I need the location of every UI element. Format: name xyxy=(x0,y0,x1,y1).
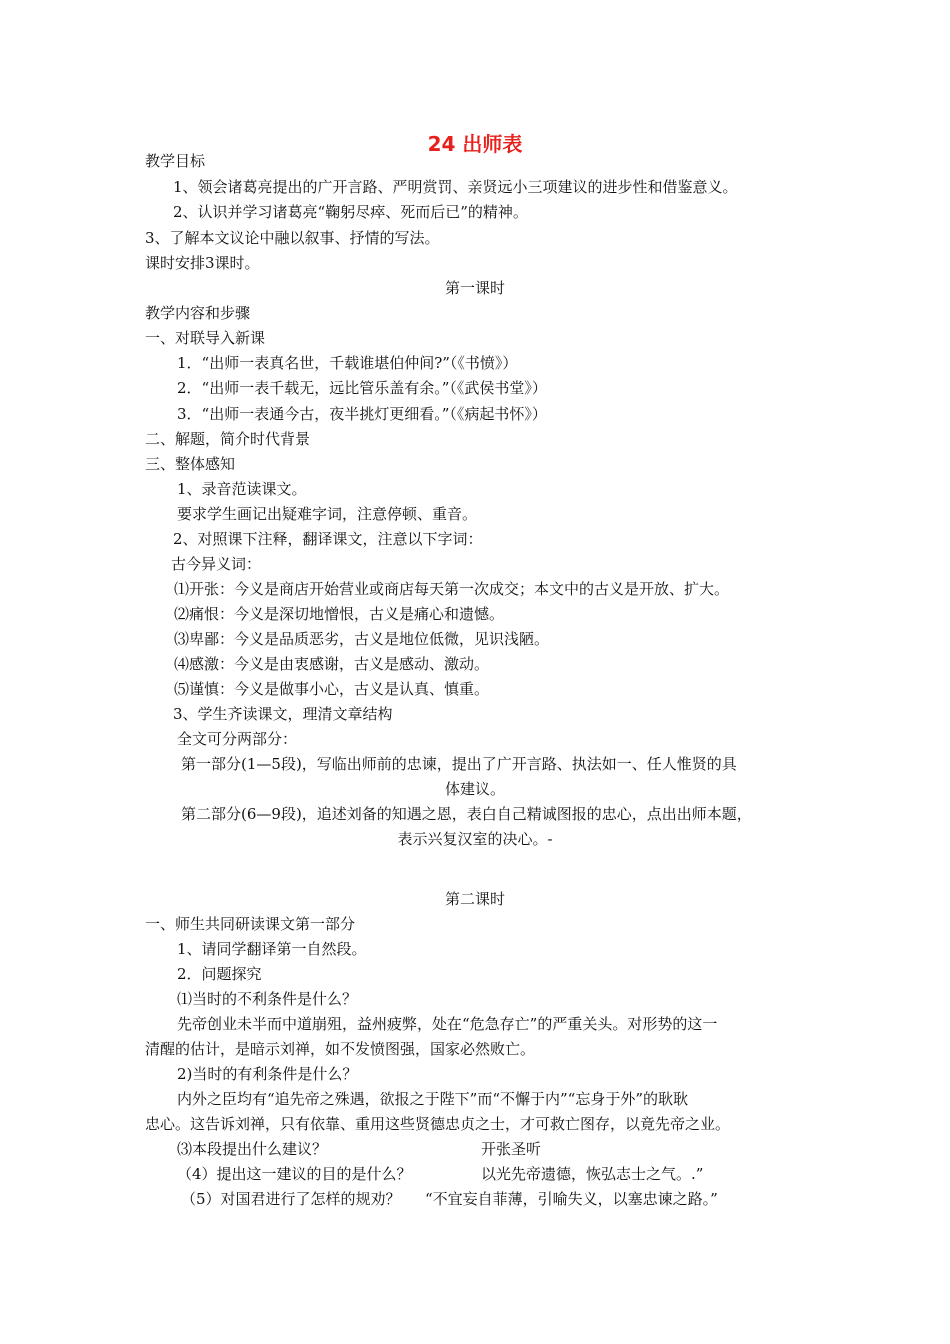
content-steps-heading: 教学内容和步骤 xyxy=(145,304,251,322)
paragraph-line: 2、对照课下注释，翻译课文，注意以下字词： xyxy=(173,530,483,548)
paragraph-line: 古今异义词： xyxy=(171,555,262,573)
structure-part-2-cont: 表示兴复汉室的决心。- xyxy=(397,830,553,848)
paragraph-line: 忠心。这告诉刘禅，只有依靠、重用这些贤德忠贞之士，才可救亡图存，以竟先帝之业。 xyxy=(145,1115,731,1133)
structure-part-1: 第一部分(1—5段)，写临出师前的忠谏，提出了广开言路、执法如一、任人惟贤的具 xyxy=(181,755,737,773)
answer-line: “不宜妄自菲薄，引喻失义，以塞忠谏之路。” xyxy=(425,1190,718,1208)
question-line: ⑴当时的不利条件是什么？ xyxy=(177,990,358,1008)
structure-part-1-cont: 体建议。 xyxy=(444,780,505,798)
paragraph-line: 先帝创业未半而中道崩殂，益州疲弊，处在“危急存亡”的严重关头。对形势的这一 xyxy=(177,1015,718,1033)
couplet-2: 2．“出师一表千载无，远比管乐盖有余。”（《武侯书堂》） xyxy=(177,379,547,397)
vocab-item: ⑸谨慎：今义是做事小心，古义是认真、慎重。 xyxy=(174,680,490,698)
lesson-1-heading: 第一课时 xyxy=(444,279,505,297)
objective-1: 1、领会诸葛亮提出的广开言路、严明赏罚、亲贤远小三项建议的进步性和借鉴意义。 xyxy=(173,178,738,196)
paragraph-line: 清醒的估计，是暗示刘禅，如不发愤图强，国家必然败亡。 xyxy=(145,1040,536,1058)
question-line: 2)当时的有利条件是什么？ xyxy=(177,1065,358,1083)
lesson-2-heading: 第二课时 xyxy=(444,890,505,908)
section-heading: 一、对联导入新课 xyxy=(145,329,266,347)
paragraph-line: 1、录音范读课文。 xyxy=(177,480,307,498)
paragraph-line: 内外之臣均有“追先帝之殊遇，欲报之于陛下”而“不懈于内”“忘身于外”的耿耿 xyxy=(177,1090,689,1108)
paragraph-line: 1、请同学翻译第一自然段。 xyxy=(177,940,367,958)
section-heading: 一、师生共同研读课文第一部分 xyxy=(145,915,356,933)
couplet-1: 1．“出师一表真名世，千载谁堪伯仲间?”（《书愤》） xyxy=(177,354,518,372)
structure-part-2: 第二部分(6—9段)，追述刘备的知遇之恩，表白自己精诚图报的忠心，点出出师本题， xyxy=(181,805,752,823)
paragraph-line: 3、学生齐读课文，理清文章结构 xyxy=(173,705,393,723)
question-line: （5）对国君进行了怎样的规劝？ xyxy=(181,1190,401,1208)
answer-line: 开张圣听 xyxy=(481,1140,542,1158)
document-title: 24 出师表 xyxy=(427,132,523,156)
vocab-item: ⑷感激：今义是由衷感谢，古义是感动、激动。 xyxy=(174,655,490,673)
paragraph-line: 要求学生画记出疑难字词，注意停顿、重音。 xyxy=(177,505,478,523)
vocab-item: ⑶卑鄙：今义是品质恶劣，古义是地位低微，见识浅陋。 xyxy=(174,630,550,648)
vocab-item: ⑵痛恨：今义是深切地憎恨，古义是痛心和遗憾。 xyxy=(174,605,505,623)
section-heading: 二、解题，简介时代背景 xyxy=(145,430,311,448)
couplet-3: 3．“出师一表通今古，夜半挑灯更细看。”（《病起书怀》） xyxy=(177,405,547,423)
question-line: （4）提出这一建议的目的是什么？ xyxy=(177,1165,412,1183)
question-line: ⑶本段提出什么建议？ xyxy=(177,1140,328,1158)
vocab-item: ⑴开张：今义是商店开始营业或商店每天第一次成交；本文中的古义是开放、扩大。 xyxy=(174,580,730,598)
section-heading: 三、整体感知 xyxy=(145,455,236,473)
section-heading-objectives: 教学目标 xyxy=(145,152,206,170)
paragraph-line: 全文可分两部分： xyxy=(177,730,298,748)
objective-3: 3、了解本文议论中融以叙事、抒情的写法。 xyxy=(145,229,440,247)
schedule-line: 课时安排3课时。 xyxy=(145,254,260,272)
answer-line: 以光先帝遗德，恢弘志士之气。.” xyxy=(481,1165,704,1183)
objective-2: 2、认识并学习诸葛亮“鞠躬尽瘁、死而后已”的精神。 xyxy=(173,203,528,221)
paragraph-line: 2．问题探究 xyxy=(177,965,262,983)
